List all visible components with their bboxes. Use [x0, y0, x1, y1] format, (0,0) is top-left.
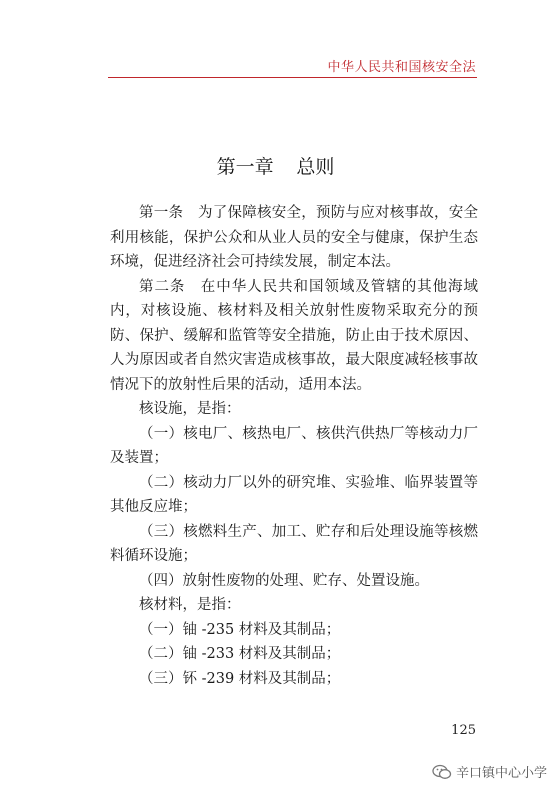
watermark [432, 762, 547, 781]
nuclear-material-definition: 核材料，是指： [139, 597, 241, 613]
chapter-number: 第一章 [216, 156, 274, 178]
chapter-title [0, 152, 551, 179]
material-item-1: （一）铀 -235 材料及其制品； [139, 621, 341, 638]
body-text [110, 201, 478, 691]
article-2: 第二条 在中华人民共和国领域及管辖的其他海域内，对核设施、核材料及相关放射性废物采取充分的预防、保护、缓解和监管等安全措施，防止由于技术原因、人为原因或者自然灾害造成核事故，最大限度减轻核事故情况下的放射性后果的活动，适用本法。 [110, 278, 478, 393]
material-item-3: （三）钚 -239 材料及其制品； [139, 670, 341, 687]
watermark-text: 辛口镇中心小学 [455, 766, 547, 781]
material-item-2: （二）铀 -233 材料及其制品； [139, 646, 341, 662]
facility-item-3: （三）核燃料生产、加工、贮存和后处理设施等核燃料循环设施； [110, 523, 478, 564]
facility-item-4: （四）放射性废物的处理、贮存、处置设施。 [139, 572, 429, 589]
facility-item-1: （一）核电厂、核热电厂、核供汽供热厂等核动力厂及装置； [110, 425, 478, 466]
wechat-icon [432, 764, 452, 780]
nuclear-facility-definition: 核设施，是指： [139, 401, 241, 417]
facility-item-2: （二）核动力厂以外的研究堆、实验堆、临界装置等其他反应堆； [110, 474, 478, 515]
chapter-name: 总则 [296, 156, 335, 178]
article-1: 第一条 为了保障核安全，预防与应对核事故，安全利用核能，保护公众和从业人员的安全与健康，保护生态环境，促进经济社会可持续发展，制定本法。 [110, 205, 478, 270]
page-number: 125 [451, 723, 476, 738]
header-divider [108, 77, 477, 78]
running-header-title: 中华人民共和国核安全法 [327, 60, 476, 75]
